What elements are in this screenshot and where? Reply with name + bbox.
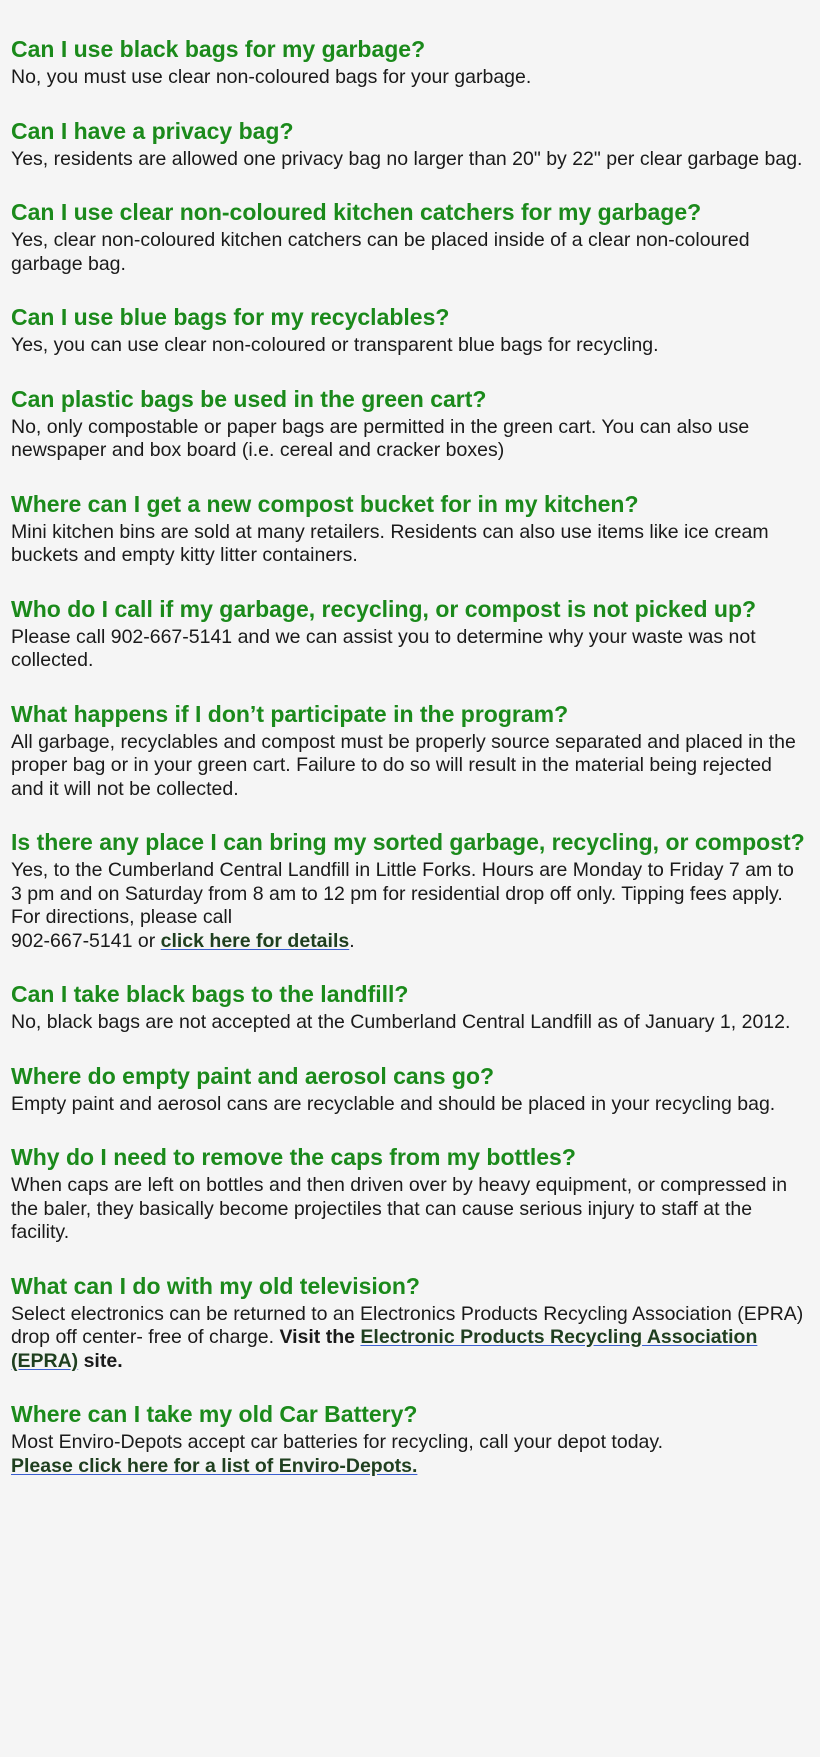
faq-answer: Yes, you can use clear non-coloured or transparent blue bags for recycling. <box>11 334 659 356</box>
faq-answer-bold: Visit the <box>279 1326 361 1348</box>
faq-answer: No, you must use clear non-coloured bags for your garbage. <box>11 66 532 88</box>
faq-answer-bold-tail: site. <box>78 1349 123 1372</box>
enviro-depots-link[interactable]: Please click here for a list of Enviro-Depots. <box>11 1454 418 1477</box>
faq-answer-text: Yes, to the Cumberland Central Landfill in Little Forks. Hours are Monday to Friday 7 am to 3 pm and on Saturday from 8 am to 12 pm for residential drop off only. Tipping fees apply. For directions, please call <box>11 859 794 928</box>
landfill-details-link[interactable]: click here for details <box>160 929 350 952</box>
faq-answer <box>11 859 809 953</box>
faq-answer: No, black bags are not accepted at the Cumberland Central Landfill as of January 1, 2012. <box>11 1011 791 1033</box>
faq-answer-text: Most Enviro-Depots accept car batteries for recycling, call your depot today. <box>11 1431 664 1453</box>
faq-answer <box>11 1431 809 1478</box>
faq-answer: Yes, clear non-coloured kitchen catchers can be placed inside of a clear non-coloured garbage bag. <box>11 229 750 275</box>
faq-item <box>11 1273 809 1374</box>
faq-item <box>11 36 809 90</box>
faq-question: Where can I get a new compost bucket for in my kitchen? <box>11 490 639 517</box>
faq-answer: Please call 902-667-5141 and we can assist you to determine why your waste was not collected. <box>11 625 756 671</box>
faq-answer: When caps are left on bottles and then driven over by heavy equipment, or compressed in the baler, they basically become projectiles that can cause serious injury to staff at the facility. <box>11 1174 788 1243</box>
faq-answer-period: . <box>349 929 355 952</box>
faq-item <box>11 386 809 463</box>
faq-question: Who do I call if my garbage, recycling, or compost is not picked up? <box>11 595 757 622</box>
faq-answer: Empty paint and aerosol cans are recyclable and should be placed in your recycling bag. <box>11 1092 776 1115</box>
faq-item <box>11 491 809 568</box>
faq-question: Is there any place I can bring my sorted garbage, recycling, or compost? <box>11 829 805 855</box>
faq-question: Where do empty paint and aerosol cans go? <box>11 1062 495 1089</box>
faq-question: Can I use blue bags for my recyclables? <box>11 304 450 330</box>
faq-answer-text: Select electronics can be returned to an Electronics Products Recycling Association (EPRA) drop off center- free of charge. <box>11 1302 804 1348</box>
faq-item <box>11 118 809 172</box>
faq-item <box>11 1063 809 1117</box>
faq-answer: All garbage, recyclables and compost must be properly source separated and placed in the proper bag or in your green cart. Failure to do so will result in the material being rejected and it will not be collected. <box>11 730 796 800</box>
faq-question: Can plastic bags be used in the green cart? <box>11 385 487 412</box>
faq-question: Why do I need to remove the caps from my bottles? <box>11 1144 576 1170</box>
faq-item <box>11 981 809 1035</box>
faq-question: What happens if I don’t participate in the program? <box>11 700 569 727</box>
faq-item <box>11 596 809 673</box>
faq-question: What can I do with my old television? <box>11 1272 420 1299</box>
faq-item <box>11 1401 809 1478</box>
faq-item <box>11 1144 809 1245</box>
faq-item <box>11 199 809 276</box>
faq-question: Can I use clear non-coloured kitchen catchers for my garbage? <box>11 199 702 225</box>
faq-answer: No, only compostable or paper bags are permitted in the green cart. You can also use newspaper and box board (i.e. cereal and cracker boxes) <box>11 415 750 461</box>
faq-answer: Yes, residents are allowed one privacy bag no larger than 20" by 22" per clear garbage bag. <box>11 147 803 170</box>
epra-site-link[interactable]: Electronic Products Recycling Association (EPRA) <box>11 1326 758 1372</box>
faq-question: Where can I take my old Car Battery? <box>11 1401 418 1427</box>
faq-item <box>11 304 809 358</box>
faq-question: Can I use black bags for my garbage? <box>11 36 426 62</box>
faq-question: Can I take black bags to the landfill? <box>11 981 409 1007</box>
faq-item <box>11 701 809 802</box>
faq-answer <box>11 1303 809 1374</box>
faq-question: Can I have a privacy bag? <box>11 117 294 144</box>
faq-item <box>11 829 809 953</box>
faq-answer-phone: 902-667-5141 or <box>11 929 161 952</box>
faq-answer: Mini kitchen bins are sold at many retailers. Residents can also use items like ice cream buckets and empty kitty litter containers. <box>11 520 769 566</box>
